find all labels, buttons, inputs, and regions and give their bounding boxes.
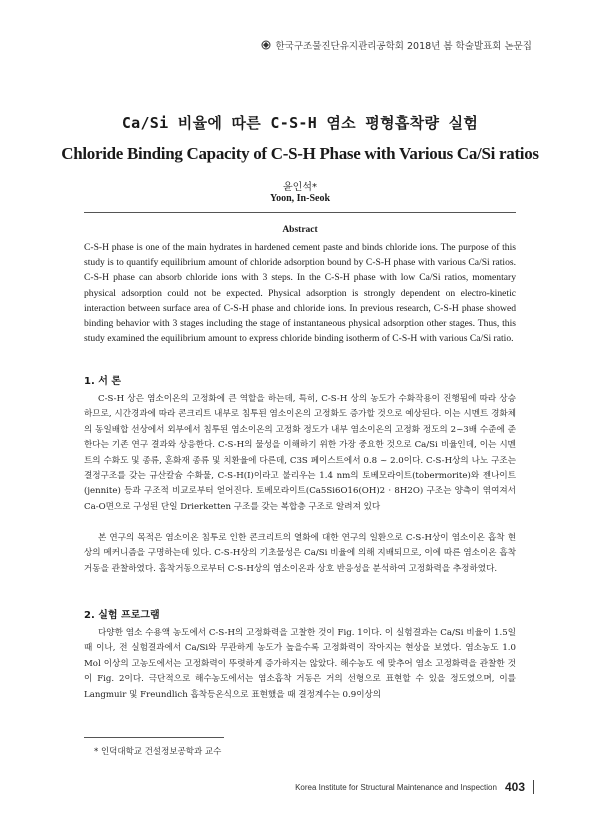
intro-paragraph-2: 본 연구의 목적은 염소이온 침투로 인한 콘크리트의 열화에 대한 연구의 일환으로 C-S-H상이 염소이온 흡착 현상의 메커니즘을 구명하는데 있다. C-S-H상의 기초물성은 Ca/Si 비율에 의해 지배되므로, 이에 따른 염소이온 흡착거동을 관찰하였다. 흡착거동으로부터 C-S-H상의 염소이온과 상호 반응성을 분석하여 고정화력을 추정하였다. <box>84 533 516 574</box>
author-english: Yoon, In-Seok <box>269 193 331 204</box>
journal-logo-icon <box>261 40 271 50</box>
footer-divider-bar <box>533 780 534 794</box>
author-affiliation-footnote: * 인덕대학교 건설정보공학과 교수 <box>94 747 222 757</box>
experiment-paragraph-1: 다양한 염소 수용액 농도에서 C-S-H의 고정화력을 고찰한 것이 Fig. 1이다. 이 실험결과는 Ca/Si 비율이 1.5일 때 이나, 전 실험결과에서 Ca/Si와 무관하게 농도가 높을수록 고정화력이 작아지는 현상을 보였다. 염소농도 1.0 Mol 이상의 고농도에서는 고정화력이 뚜렷하게 증가하지는 않았다. 해수농도 에 맞추어 염소 고정화력을 관찰한 것이 Fig. 2이다. 극단적으로 해수농도에서는 염소흡착 거동은 거의 선형으로 표현할 수 있을 정도였으며, 이를 Langmuir 및 Freundlich 흡착등온식으로 표현했을 때 결정계수는 0.9이상의 <box>84 628 516 700</box>
intro-paragraph-1: C-S-H 상은 염소이온의 고정화에 큰 역할을 하는데, 특히, C-S-H 상의 농도가 수화작용이 진행됨에 따라 상승하므로, 시간경과에 따라 콘크리트 내부로 침투된 염소이온의 고정화도 증가할 것으로 예상된다. 이는 시멘트 경화체의 동일배합 선상에서 외부에서 침투된 염소이온의 고정화 정도가 내부 염소이온의 고정화 정도의 2~3배 수준에 준한다는 기존 연구 결과와 상응한다. C-S-H의 물성을 이해하기 위한 가장 중요한 것으로 Ca/Si 비율인데, 이는 시멘트의 수화도 및 종류, 혼화재 종류 및 치환율에 다른데, C3S 페이스트에서 0.8 ~ 2.0이다. C-S-H상의 나노 구조는 결정구조를 갖는 규산칼슘 수화물, C-S-H(I)이라고 불리우는 1.4 nm의 토베모라이트(tobermorite)와 젠나이트(jennite) 등과 구조적 비교로부터 얻어진다. 토베모라이트(Ca5Si6O16(OH)2 · 8H2O) 구조는 양측이 엮여져서 Ca-O면으로 구성된 단일 Drierketten 구조를 갖는 복합층 구조로 알려져 있다 <box>84 394 516 512</box>
section-heading-experiment: 2. 실험 프로그램 <box>84 610 160 621</box>
institute-name: Korea Institute for Structural Maintenance and Inspection <box>295 782 497 792</box>
author-korean: 윤인석* <box>283 182 317 193</box>
author-divider <box>84 212 516 213</box>
page-footer <box>295 780 534 794</box>
title-korean: Ca/Si 비율에 따른 C-S-H 염소 평형흡착량 실험 <box>121 114 479 132</box>
journal-header <box>261 38 532 52</box>
abstract-body: C-S-H phase is one of the main hydrates in hardened cement paste and binds chloride ions. The purpose of this study is to quantify equilibrium amount of chloride adsorption bound by C-S-H phase with various Ca/Si ratios. C-S-H phase can absorb chloride ions with 3 steps. In the C-S-H phase with low Ca/Si ratios, momentary physical adsorption could not be expected. Physical adsorption is strongly dependent on electro-kinetic interaction between surface area of C-S-H phase and chloride ions. In previous research, C-S-H phase showed binding behavior with 3 stages including the stage of instantaneous physical adsorption other stages. Thus, this study examined the equilibrium amount to express chloride binding isotherm of C-S-H with various Ca/Si ratio. <box>84 242 516 345</box>
abstract-heading: Abstract <box>282 225 318 235</box>
section-heading-introduction: 1. 서 론 <box>84 376 122 387</box>
page-number: 403 <box>504 780 525 794</box>
journal-name: 한국구조물진단유지관리공학회 2018년 봄 학술발표회 논문집 <box>275 41 532 52</box>
footnote-divider <box>84 737 224 738</box>
title-english: Chloride Binding Capacity of C-S-H Phase with Various Ca/Si ratios <box>61 144 539 163</box>
